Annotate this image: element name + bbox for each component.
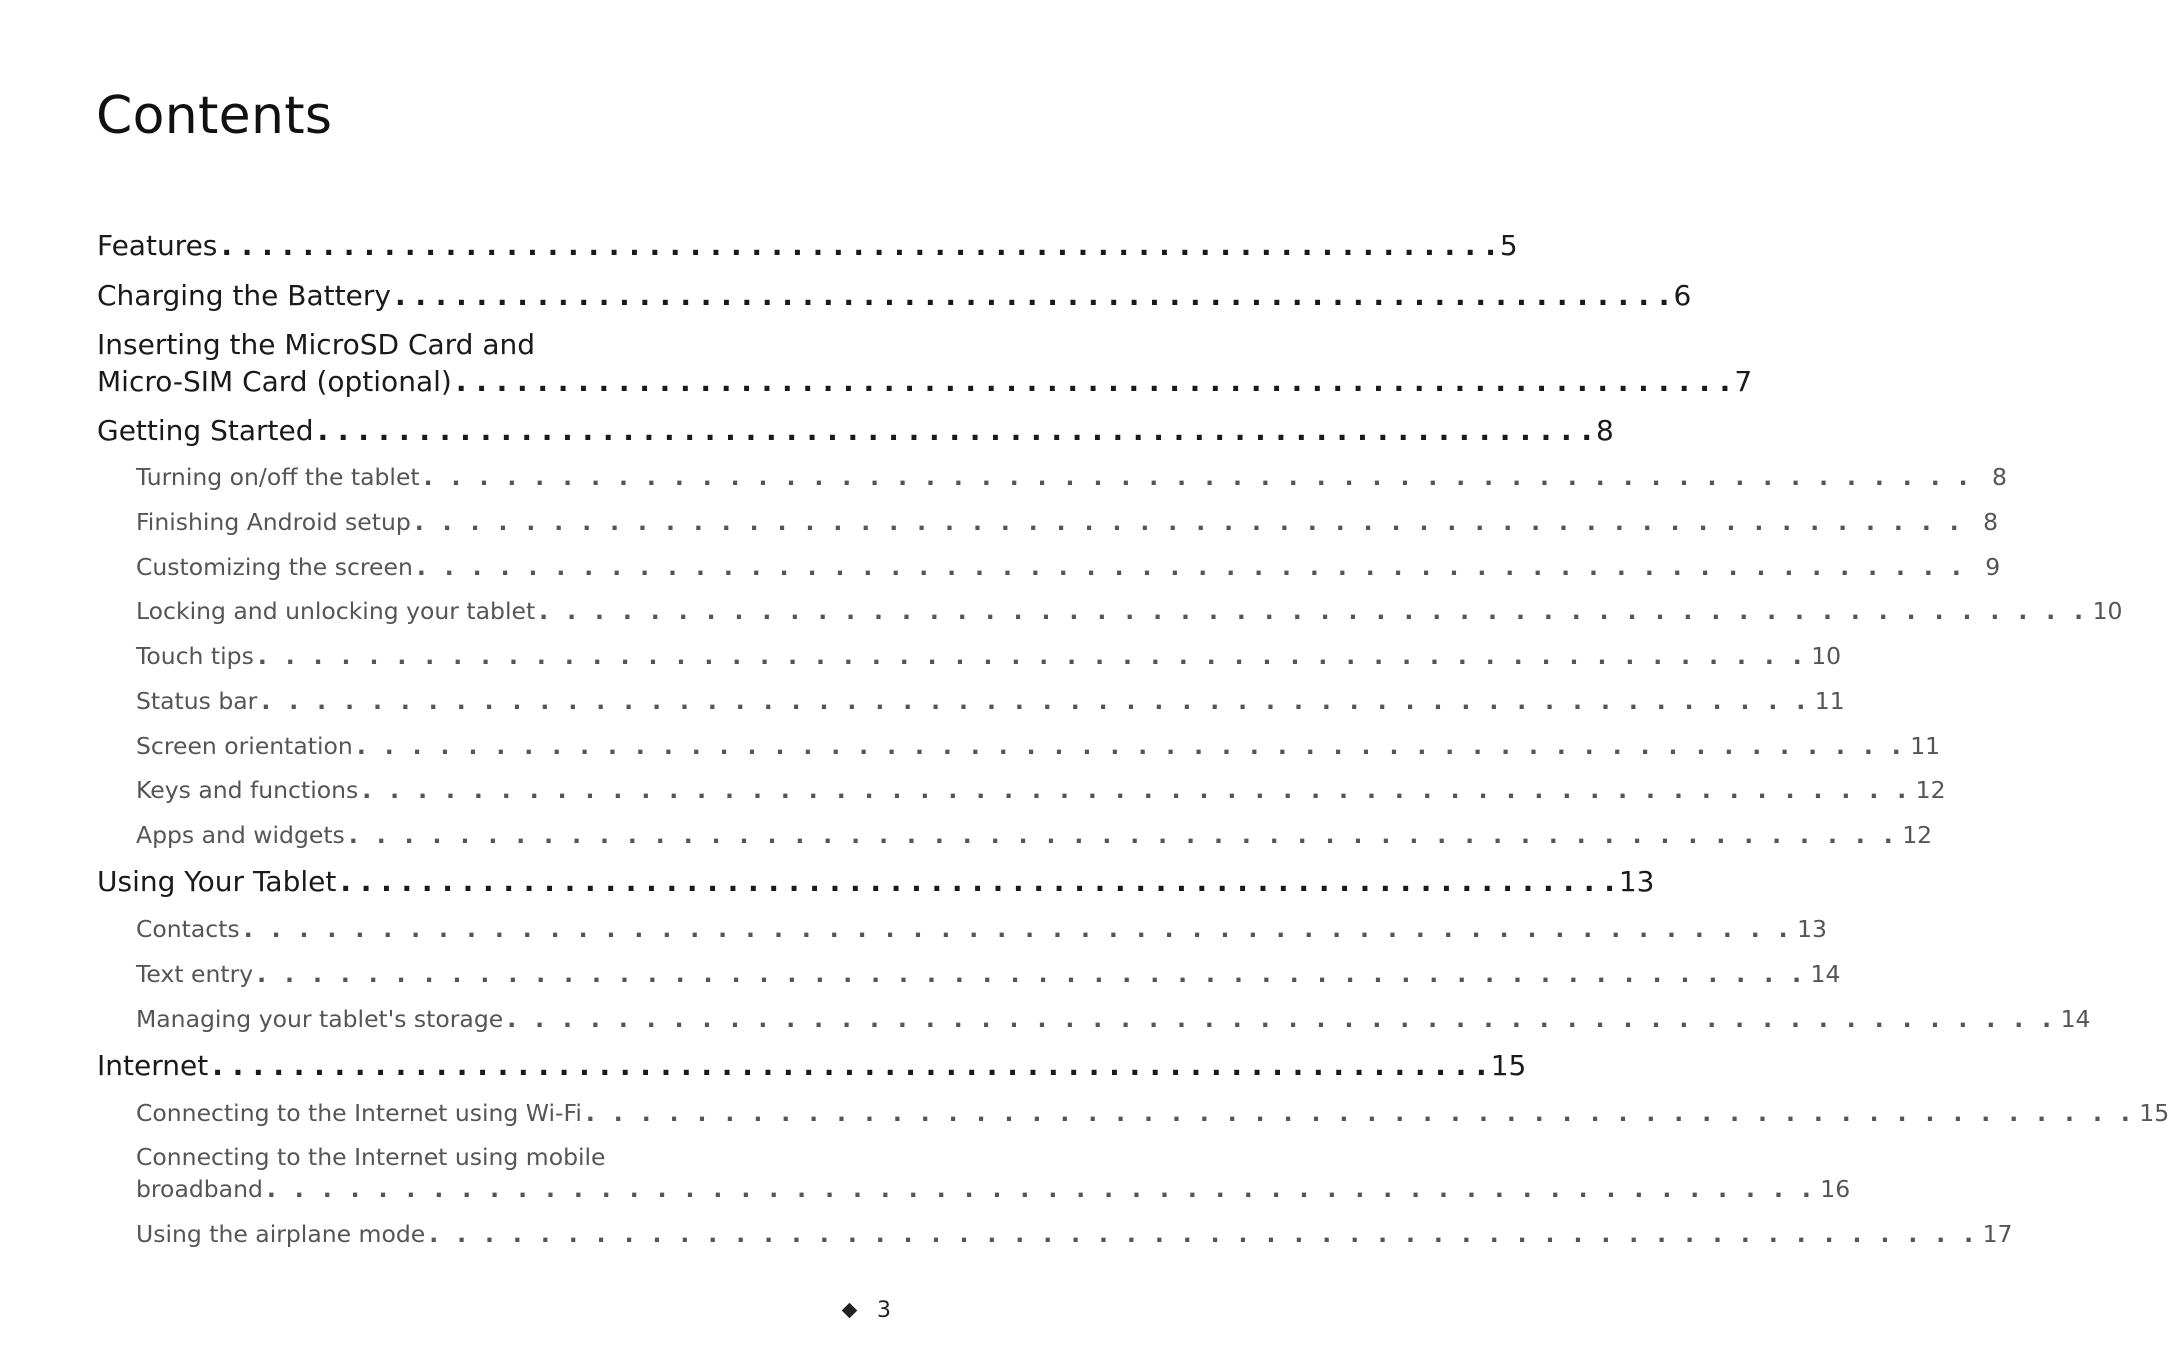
toc-entry-page: 13	[1797, 915, 1827, 943]
toc-entry-page: 9	[1985, 553, 2001, 581]
diamond-icon	[842, 1303, 858, 1319]
toc-entry-label: Apps and widgets	[136, 821, 345, 849]
toc-entry-page: 13	[1618, 865, 1655, 898]
toc-entry-page: 8	[1992, 463, 2007, 491]
toc-entry-label: Internet	[97, 1049, 209, 1082]
dot-leader: . . . . . . . . . . . . . . . . . . . . . . . . . . . . . . . . . . . . . . . . . . . . . . . . . . . . . . . .	[585, 1099, 2136, 1127]
toc-entry-turning-on-off[interactable]	[136, 462, 2007, 492]
toc-entry-internet[interactable]	[97, 1049, 1527, 1083]
dot-leader: . . . . . . . . . . . . . . . . . . . . . . . . . . . . . . . . . . . . . . . . . . . . . . . . . . . . . . . .	[266, 1175, 1817, 1203]
dot-leader: . . . . . . . . . . . . . . . . . . . . . . . . . . . . . . . . . . . . . . . . . . . . . . . . . . . . . . . .	[257, 960, 1807, 988]
toc-entry-page: 17	[1982, 1220, 2013, 1248]
toc-entry-label: Charging the Battery	[97, 279, 391, 312]
dot-leader: . . . . . . . . . . . . . . . . . . . . . . . . . . . . . . . . . . . . . . . . . . . . . . . . . . . . . . . .	[257, 642, 1808, 670]
toc-entry-customizing-the-screen[interactable]	[136, 552, 2001, 582]
toc-entry-label: Text entry	[136, 960, 254, 988]
toc-entry-label: Using the airplane mode	[136, 1220, 426, 1248]
toc-entry-label-line2: broadband	[136, 1175, 263, 1203]
dot-leader: . . . . . . . . . . . . . . . . . . . . . . . . . . . . . . . . . . . . . . . . . . . . . . . . . . . . . . . .	[261, 687, 1811, 715]
toc-entry-label-line1: Connecting to the Internet using mobile	[136, 1143, 606, 1171]
toc-entry-page: 15	[1490, 1049, 1527, 1082]
toc-entry-features[interactable]	[97, 229, 1518, 263]
toc-entry-label: Using Your Tablet	[97, 865, 337, 898]
toc-entry-label: Getting Started	[97, 414, 314, 447]
toc-entry-page: 12	[1902, 821, 1933, 849]
toc-entry-label: Turning on/off the tablet	[136, 463, 420, 491]
page-title: Contents	[96, 86, 333, 146]
toc-entry-using-your-tablet[interactable]	[97, 865, 1655, 899]
toc-entry-page: 8	[1983, 508, 1999, 536]
dot-leader: . . . . . . . . . . . . . . . . . . . . . . . . . . . . . . . . . . . . . . . . . . . . . . . . . . . . . . . . . . . . . . .	[212, 1049, 1487, 1082]
dot-leader: . . . . . . . . . . . . . . . . . . . . . . . . . . . . . . . . . . . . . . . . . . . . . . . . . . . . . . . .	[429, 1220, 1979, 1248]
dot-leader: . . . . . . . . . . . . . . . . . . . . . . . . . . . . . . . . . . . . . . . . . . . . . . . . . . . . . . . .	[507, 1005, 2057, 1033]
dot-leader: . . . . . . . . . . . . . . . . . . . . . . . . . . . . . . . . . . . . . . . . . . . . . . . . . . . . . . . .	[356, 732, 1907, 760]
toc-entry-label: Status bar	[136, 687, 258, 715]
dot-leader: . . . . . . . . . . . . . . . . . . . . . . . . . . . . . . . . . . . . . . . . . . . . . . . . . . . . . . . . . . . . . . .	[221, 229, 1496, 262]
toc-entry-label: Keys and functions	[136, 776, 359, 804]
toc-entry-connecting-mobile-broadband[interactable]	[136, 1142, 1851, 1204]
toc-entry-label: Customizing the screen	[136, 553, 413, 581]
toc-entry-locking-and-unlocking[interactable]	[136, 596, 2123, 626]
toc-entry-label: Finishing Android setup	[136, 508, 411, 536]
toc-entry-page: 16	[1820, 1175, 1851, 1203]
toc-entry-connecting-wifi[interactable]	[136, 1098, 2169, 1128]
toc-entry-status-bar[interactable]	[136, 686, 1845, 716]
toc-entry-airplane-mode[interactable]	[136, 1219, 2013, 1249]
toc-entry-label-line2: Micro-SIM Card (optional)	[97, 365, 452, 398]
toc-entry-charging-the-battery[interactable]	[97, 279, 1692, 313]
toc-entry-label: Managing your tablet's storage	[136, 1005, 504, 1033]
dot-leader: . . . . . . . . . . . . . . . . . . . . . . . . . . . . . . . . . . . . . . . . . . . . . . . . . . . . . . . .	[539, 597, 2089, 625]
toc-entry-keys-and-functions[interactable]	[136, 775, 1946, 805]
toc-entry-inserting-microsd-card[interactable]	[97, 328, 1753, 399]
dot-leader: . . . . . . . . . . . . . . . . . . . . . . . . . . . . . . . . . . . . . . . . . . . . . . . . . . . . . . . .	[362, 776, 1912, 804]
toc-entry-page: 12	[1915, 776, 1946, 804]
toc-entry-page: 7	[1734, 365, 1753, 398]
toc-entry-managing-storage[interactable]	[136, 1004, 2091, 1034]
dot-leader: . . . . . . . . . . . . . . . . . . . . . . . . . . . . . . . . . . . . . . . . . . . . . . . . . . . . . . . . . . . . . . .	[394, 279, 1670, 312]
dot-leader: . . . . . . . . . . . . . . . . . . . . . . . . . . . . . . . . . . . . . . . . . . . . . . . . . . . . . . . .	[423, 463, 1973, 491]
toc-entry-page: 10	[1811, 642, 1842, 670]
toc-entry-page: 14	[1810, 960, 1841, 988]
dot-leader: . . . . . . . . . . . . . . . . . . . . . . . . . . . . . . . . . . . . . . . . . . . . . . . . . . . . . . . .	[348, 821, 1899, 849]
page-footer	[844, 1298, 891, 1323]
toc-entry-label-line1: Inserting the MicroSD Card and	[97, 328, 536, 361]
toc-entry-touch-tips[interactable]	[136, 641, 1842, 671]
toc-entry-label: Touch tips	[136, 642, 254, 670]
toc-entry-text-entry[interactable]	[136, 959, 1841, 989]
toc-entry-page: 14	[2060, 1005, 2091, 1033]
dot-leader: . . . . . . . . . . . . . . . . . . . . . . . . . . . . . . . . . . . . . . . . . . . . . . . . . . . . . . . . . . . . . . .	[340, 865, 1615, 898]
toc-entry-label: Screen orientation	[136, 732, 353, 760]
toc-entry-page: 8	[1595, 414, 1614, 447]
toc-entry-page: 11	[1814, 687, 1845, 715]
toc-entry-label: Locking and unlocking your tablet	[136, 597, 536, 625]
dot-leader: . . . . . . . . . . . . . . . . . . . . . . . . . . . . . . . . . . . . . . . . . . . . . . . . . . . . . . . .	[416, 553, 1967, 581]
toc-entry-page: 5	[1499, 229, 1518, 262]
toc-entry-page: 6	[1673, 279, 1692, 312]
toc-entry-page: 10	[2092, 597, 2123, 625]
dot-leader: . . . . . . . . . . . . . . . . . . . . . . . . . . . . . . . . . . . . . . . . . . . . . . . . . . . . . . . . . . . . . . .	[455, 365, 1731, 398]
dot-leader: . . . . . . . . . . . . . . . . . . . . . . . . . . . . . . . . . . . . . . . . . . . . . . . . . . . . . . . . . . . . . . .	[317, 414, 1592, 447]
toc-entry-screen-orientation[interactable]	[136, 731, 1941, 761]
toc-entry-contacts[interactable]	[136, 914, 1827, 944]
dot-leader: . . . . . . . . . . . . . . . . . . . . . . . . . . . . . . . . . . . . . . . . . . . . . . . . . . . . . . . .	[243, 915, 1793, 943]
toc-entry-label: Connecting to the Internet using Wi-Fi	[136, 1099, 582, 1127]
toc-entry-apps-and-widgets[interactable]	[136, 820, 1933, 850]
toc-entry-label: Features	[97, 229, 218, 262]
toc-entry-getting-started[interactable]	[97, 414, 1614, 448]
toc-entry-finishing-android-setup[interactable]	[136, 507, 1999, 537]
toc-entry-label: Contacts	[136, 915, 240, 943]
page-number: 3	[877, 1298, 891, 1323]
toc-entry-page: 11	[1910, 732, 1941, 760]
toc-entry-page: 15	[2139, 1099, 2169, 1127]
dot-leader: . . . . . . . . . . . . . . . . . . . . . . . . . . . . . . . . . . . . . . . . . . . . . . . . . . . . . . . .	[414, 508, 1965, 536]
